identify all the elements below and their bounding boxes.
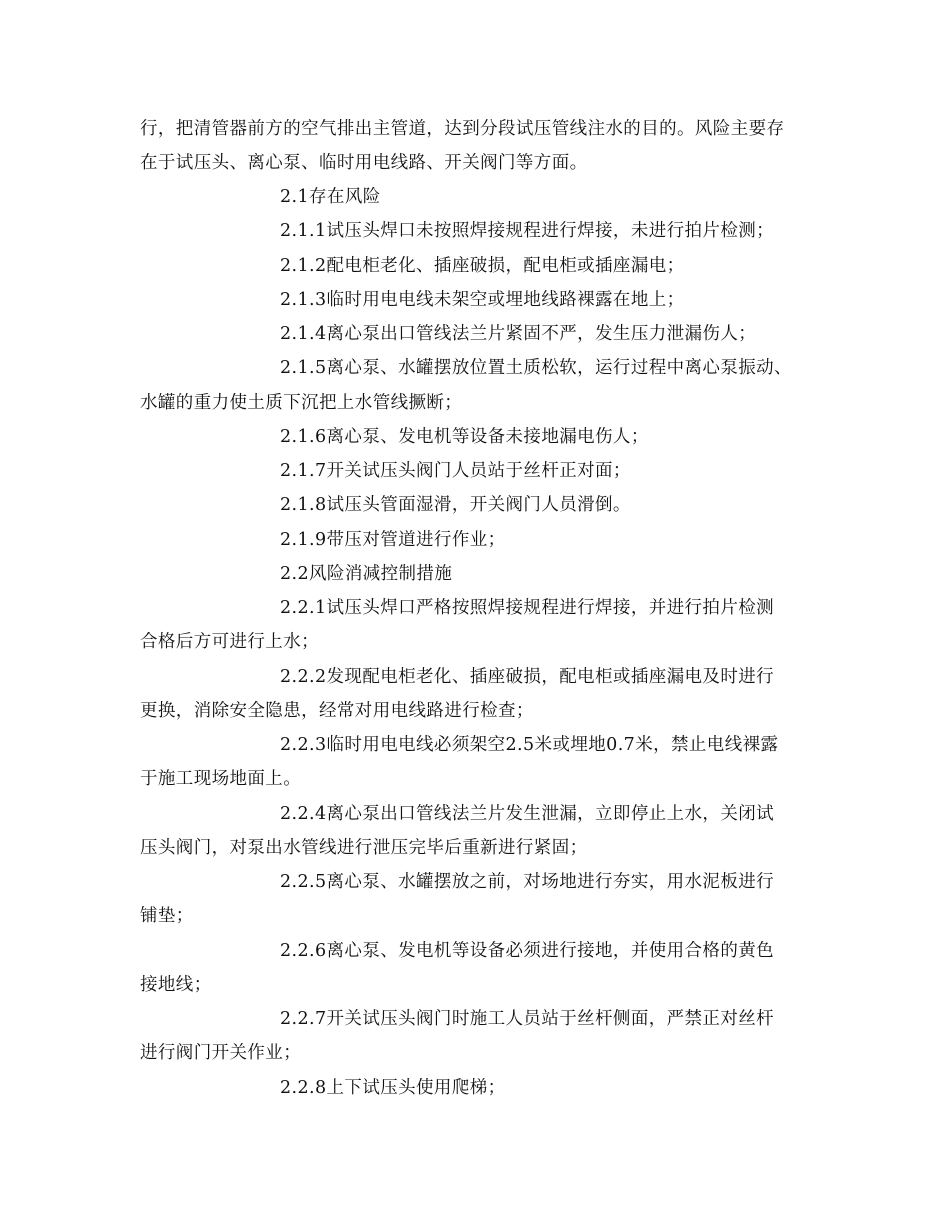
list-item-continuation: 铺垫； (140, 906, 194, 926)
list-item-continuation: 于施工现场地面上。 (140, 769, 302, 789)
list-item: 2.1.7开关试压头阀门人员站于丝杆正对面； (280, 461, 631, 481)
body-text-line: 在于试压头、离心泵、临时用电线路、开关阀门等方面。 (140, 153, 588, 173)
list-item: 2.1.6离心泵、发电机等设备未接地漏电伤人； (280, 427, 649, 447)
list-item: 2.2.6离心泵、发电机等设备必须进行接地，并使用合格的黄色 (280, 941, 775, 961)
list-item: 2.1.9带压对管道进行作业； (280, 530, 506, 550)
section-heading: 2.1存在风险 (280, 187, 381, 207)
list-item: 2.2.2发现配电柜老化、插座破损，配电柜或插座漏电及时进行 (280, 667, 775, 687)
list-item: 2.2.5离心泵、水罐摆放之前，对场地进行夯实，用水泥板进行 (280, 872, 775, 892)
list-item: 2.2.4离心泵出口管线法兰片发生泄漏，立即停止上水，关闭试 (280, 804, 775, 824)
list-item-continuation: 压头阀门，对泵出水管线进行泄压完毕后重新进行紧固； (140, 838, 588, 858)
list-item: 2.1.8试压头管面湿滑，开关阀门人员滑倒。 (280, 495, 631, 515)
list-item-continuation: 合格后方可进行上水； (140, 632, 319, 652)
list-item: 2.2.7开关试压头阀门时施工人员站于丝杆侧面，严禁正对丝杆 (280, 1009, 775, 1029)
section-heading: 2.2风险消减控制措施 (280, 564, 453, 584)
list-item-continuation: 进行阀门开关作业； (140, 1043, 302, 1063)
list-item-continuation: 接地线； (140, 975, 212, 995)
list-item-continuation: 水罐的重力使土质下沉把上水管线撅断； (140, 393, 463, 413)
list-item: 2.1.1试压头焊口未按照焊接规程进行焊接，未进行拍片检测； (280, 221, 775, 241)
list-item: 2.2.3临时用电电线必须架空2.5米或埋地0.7米，禁止电线裸露 (280, 735, 779, 755)
list-item: 2.2.8上下试压头使用爬梯； (280, 1078, 506, 1098)
list-item: 2.1.4离心泵出口管线法兰片紧固不严，发生压力泄漏伤人； (280, 324, 757, 344)
list-item: 2.1.3临时用电电线未架空或埋地线路裸露在地上； (280, 290, 685, 310)
list-item: 2.2.1试压头焊口严格按照焊接规程进行焊接，并进行拍片检测 (280, 598, 775, 618)
list-item-continuation: 更换，消除安全隐患，经常对用电线路进行检查； (140, 701, 534, 721)
body-text-line: 行，把清管器前方的空气排出主管道，达到分段试压管线注水的目的。风险主要存 (140, 119, 785, 139)
list-item: 2.1.5离心泵、水罐摆放位置土质松软，运行过程中离心泵振动、 (280, 358, 792, 378)
list-item: 2.1.2配电柜老化、插座破损，配电柜或插座漏电； (280, 256, 685, 276)
